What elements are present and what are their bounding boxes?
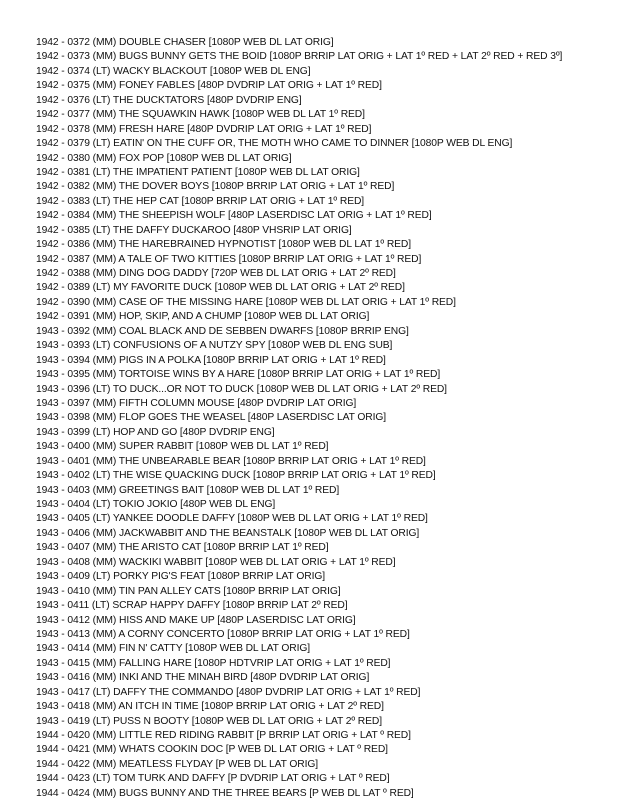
list-item: 1942 - 0385 (LT) THE DAFFY DUCKAROO [480P VHSRIP LAT ORIG]: [36, 224, 352, 236]
list-item: 1943 - 0407 (MM) THE ARISTO CAT [1080P BRRIP LAT 1º RED]: [36, 542, 329, 554]
list-item: 1943 - 0414 (MM) FIN N' CATTY [1080P WEB DL LAT ORIG]: [36, 643, 311, 655]
list-item: 1943 - 0395 (MM) TORTOISE WINS BY A HARE [1080P BRRIP LAT ORIG + LAT 1º RED]: [36, 369, 441, 381]
list-item: 1943 - 0399 (LT) HOP AND GO [480P DVDRIP ENG]: [36, 426, 275, 438]
list-item: 1943 - 0417 (LT) DAFFY THE COMMANDO [480P DVDRIP LAT ORIG + LAT 1º RED]: [36, 686, 421, 698]
list-item: 1943 - 0412 (MM) HISS AND MAKE UP [480P LASERDISC LAT ORIG]: [36, 614, 356, 626]
list-item: 1942 - 0387 (MM) A TALE OF TWO KITTIES [1080P BRRIP LAT ORIG + LAT 1º RED]: [36, 253, 422, 265]
list-item: 1942 - 0388 (MM) DING DOG DADDY [720P WEB DL LAT ORIG + LAT 2º RED]: [36, 268, 396, 279]
list-item: 1943 - 0413 (MM) A CORNY CONCERTO [1080P BRRIP LAT ORIG + LAT 1º RED]: [36, 628, 410, 640]
list-item: 1943 - 0409 (LT) PORKY PIG'S FEAT [1080P BRRIP LAT ORIG]: [36, 571, 326, 583]
list-item: 1943 - 0406 (MM) JACKWABBIT AND THE BEANSTALK [1080P WEB DL LAT ORIG]: [36, 527, 420, 539]
list-item: 1942 - 0378 (MM) FRESH HARE [480P DVDRIP LAT ORIG + LAT 1º RED]: [36, 123, 372, 135]
list-item: 1942 - 0372 (MM) DOUBLE CHASER [1080P WEB DL LAT ORIG]: [36, 37, 334, 48]
list-item: 1943 - 0396 (LT) TO DUCK...OR NOT TO DUCK [1080P WEB DL LAT ORIG + LAT 2º RED]: [36, 383, 447, 395]
list-item: 1942 - 0382 (MM) THE DOVER BOYS [1080P BRRIP LAT ORIG + LAT 1º RED]: [36, 181, 395, 193]
list-item: 1944 - 0422 (MM) MEATLESS FLYDAY [P WEB DL LAT ORIG]: [36, 758, 319, 770]
list-item: 1942 - 0373 (MM) BUGS BUNNY GETS THE BOID [1080P BRRIP LAT ORIG + LAT 1º RED + LAT 2º RED + RED 3º]: [36, 51, 563, 63]
list-item: 1943 - 0404 (LT) TOKIO JOKIO [480P WEB DL ENG]: [36, 499, 276, 510]
list-item: 1942 - 0379 (LT) EATIN' ON THE CUFF OR, THE MOTH WHO CAME TO DINNER [1080P WEB DL ENG]: [36, 138, 513, 150]
list-item: 1942 - 0377 (MM) THE SQUAWKIN HAWK [1080P WEB DL LAT 1º RED]: [36, 109, 365, 121]
list-item: 1942 - 0374 (LT) WACKY BLACKOUT [1080P WEB DL ENG]: [36, 65, 311, 77]
list-item: 1942 - 0375 (MM) FONEY FABLES [480P DVDRIP LAT ORIG + LAT 1º RED]: [36, 80, 382, 92]
list-item: 1943 - 0410 (MM) TIN PAN ALLEY CATS [1080P BRRIP LAT ORIG]: [36, 585, 341, 597]
list-item: 1942 - 0376 (LT) THE DUCKTATORS [480P DVDRIP ENG]: [36, 94, 302, 106]
list-item: 1943 - 0418 (MM) AN ITCH IN TIME [1080P BRRIP LAT ORIG + LAT 2º RED]: [36, 701, 384, 713]
list-item: 1942 - 0391 (MM) HOP, SKIP, AND A CHUMP [1080P WEB DL LAT ORIG]: [36, 311, 370, 323]
list-item: 1942 - 0384 (MM) THE SHEEPISH WOLF [480P LASERDISC LAT ORIG + LAT 1º RED]: [36, 210, 432, 222]
list-item: 1943 - 0398 (MM) FLOP GOES THE WEASEL [480P LASERDISC LAT ORIG]: [36, 412, 387, 424]
list-item: 1943 - 0408 (MM) WACKIKI WABBIT [1080P WEB DL LAT ORIG + LAT 1º RED]: [36, 556, 396, 568]
list-item: 1943 - 0392 (MM) COAL BLACK AND DE SEBBEN DWARFS [1080P BRRIP ENG]: [36, 325, 409, 337]
cartoon-list: [36, 36, 562, 801]
list-item: 1942 - 0380 (MM) FOX POP [1080P WEB DL LAT ORIG]: [36, 152, 292, 164]
list-item: 1943 - 0393 (LT) CONFUSIONS OF A NUTZY SPY [1080P WEB DL ENG SUB]: [36, 340, 393, 352]
list-item: 1942 - 0383 (LT) THE HEP CAT [1080P BRRIP LAT ORIG + LAT 1º RED]: [36, 195, 365, 207]
list-item: 1943 - 0397 (MM) FIFTH COLUMN MOUSE [480P DVDRIP LAT ORIG]: [36, 397, 357, 409]
list-item: 1944 - 0421 (MM) WHATS COOKIN DOC [P WEB DL LAT ORIG + LAT º RED]: [36, 744, 388, 756]
list-item: 1942 - 0389 (LT) MY FAVORITE DUCK [1080P WEB DL LAT ORIG + LAT 2º RED]: [36, 282, 405, 294]
list-item: 1943 - 0403 (MM) GREETINGS BAIT [1080P WEB DL LAT 1º RED]: [36, 484, 340, 496]
list-item: 1943 - 0419 (LT) PUSS N BOOTY [1080P WEB DL LAT ORIG + LAT 2º RED]: [36, 715, 382, 727]
list-item: 1942 - 0381 (LT) THE IMPATIENT PATIENT [1080P WEB DL LAT ORIG]: [36, 166, 360, 178]
list-item: 1943 - 0416 (MM) INKI AND THE MINAH BIRD [480P DVDRIP LAT ORIG]: [36, 672, 370, 684]
list-item: 1943 - 0394 (MM) PIGS IN A POLKA [1080P BRRIP LAT ORIG + LAT 1º RED]: [36, 354, 386, 366]
list-item: 1943 - 0415 (MM) FALLING HARE [1080P HDTVRIP LAT ORIG + LAT 1º RED]: [36, 657, 391, 669]
list-item: 1944 - 0420 (MM) LITTLE RED RIDING RABBIT [P BRRIP LAT ORIG + LAT º RED]: [36, 730, 411, 741]
list-item: 1944 - 0423 (LT) TOM TURK AND DAFFY [P DVDRIP LAT ORIG + LAT º RED]: [36, 773, 390, 785]
list-item: 1943 - 0401 (MM) THE UNBEARABLE BEAR [1080P BRRIP LAT ORIG + LAT 1º RED]: [36, 455, 426, 467]
list-item: 1942 - 0386 (MM) THE HAREBRAINED HYPNOTIST [1080P WEB DL LAT 1º RED]: [36, 239, 412, 251]
list-item: 1942 - 0390 (MM) CASE OF THE MISSING HARE [1080P WEB DL LAT ORIG + LAT 1º RED]: [36, 296, 456, 308]
list-item: 1943 - 0402 (LT) THE WISE QUACKING DUCK [1080P BRRIP LAT ORIG + LAT 1º RED]: [36, 470, 436, 482]
list-item: 1943 - 0405 (LT) YANKEE DOODLE DAFFY [1080P WEB DL LAT ORIG + LAT 1º RED]: [36, 513, 428, 525]
list-item: 1943 - 0411 (LT) SCRAP HAPPY DAFFY [1080P BRRIP LAT 2º RED]: [36, 600, 348, 612]
list-item: 1943 - 0400 (MM) SUPER RABBIT [1080P WEB DL LAT 1º RED]: [36, 441, 329, 453]
list-item: 1944 - 0424 (MM) BUGS BUNNY AND THE THREE BEARS [P WEB DL LAT º RED]: [36, 787, 414, 799]
